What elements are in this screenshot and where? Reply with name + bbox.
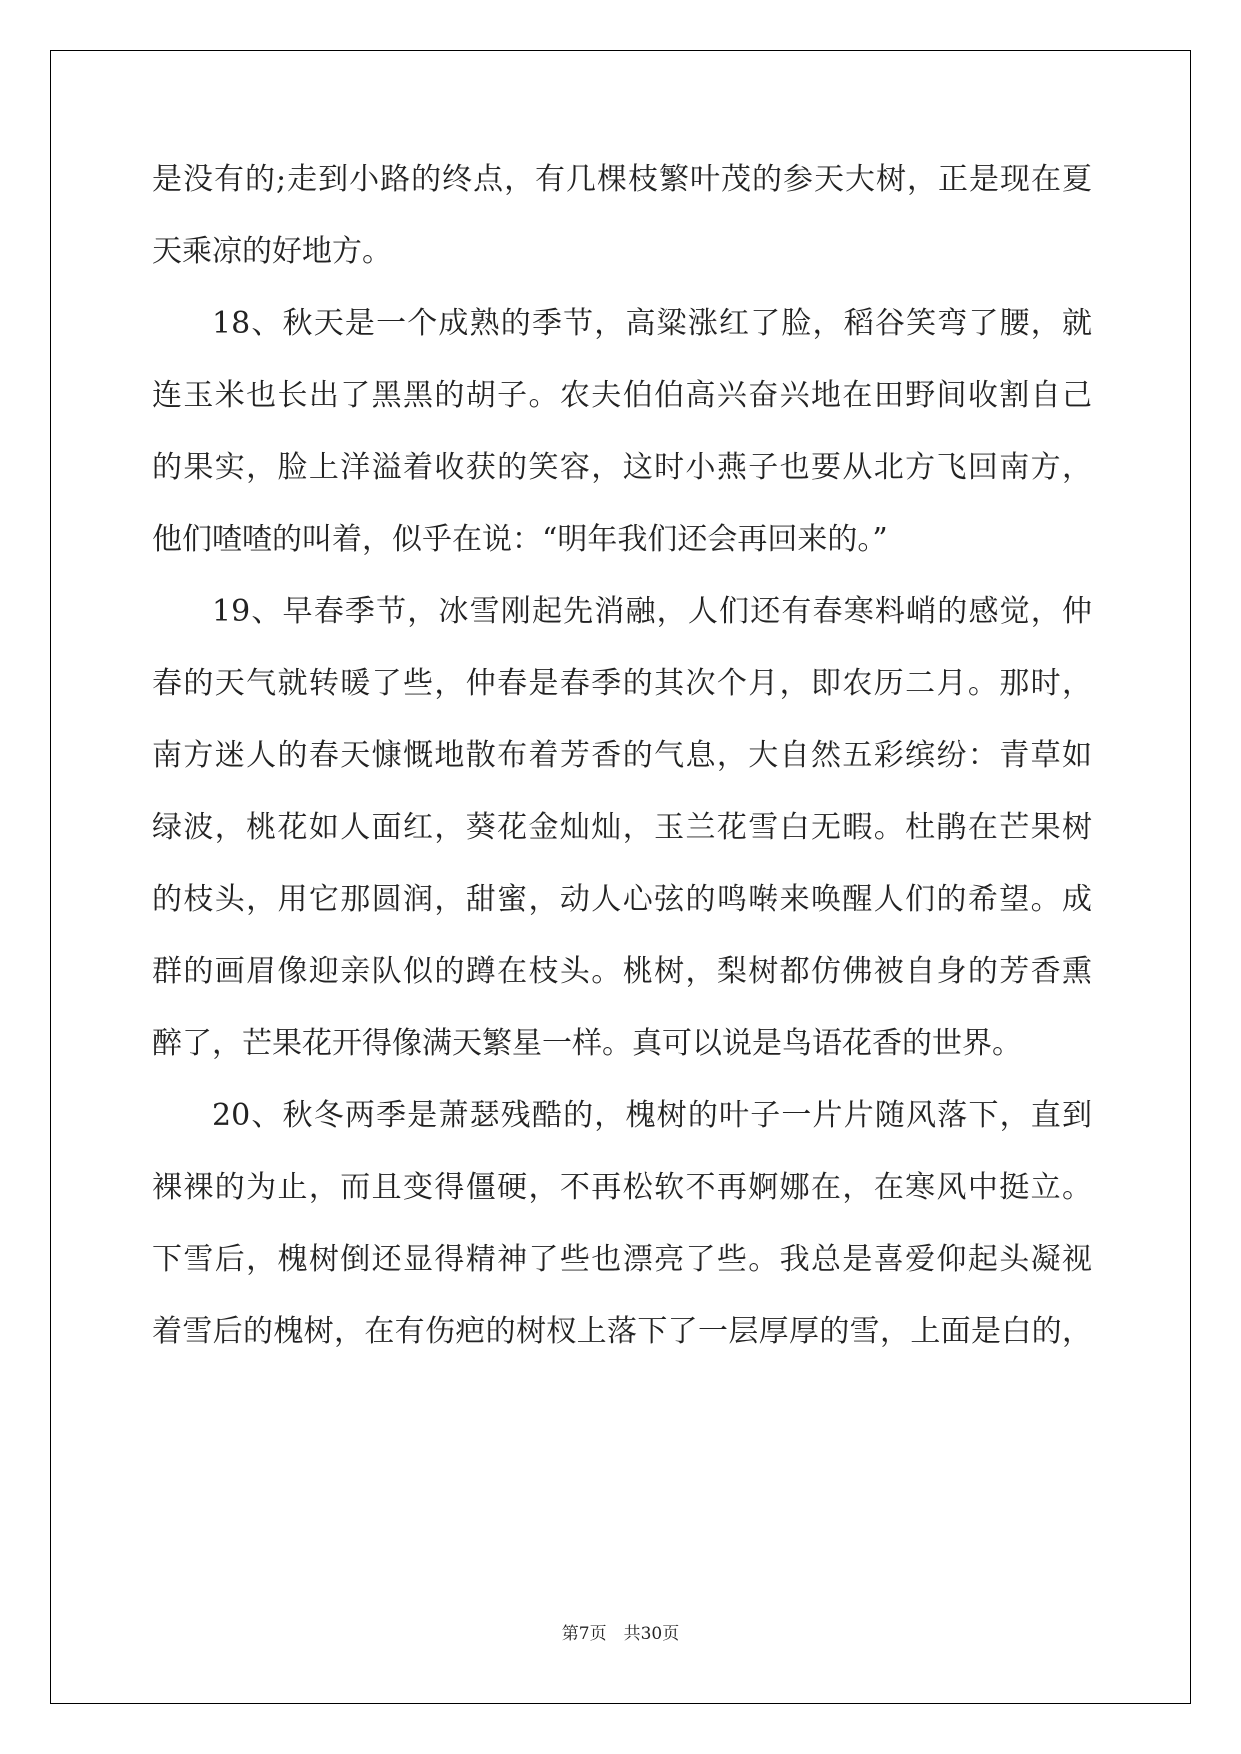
paragraph-19-first-line: 19、早春季节，冰雪刚起先消融，人们还有春寒料峭的感觉，仲: [212, 594, 1092, 629]
text-line: 的枝头，用它那圆润，甜蜜，动人心弦的鸣啭来唤醒人们的希望。成: [152, 882, 1092, 917]
text-line: 着雪后的槐树，在有伤疤的树杈上落下了一层厚厚的雪，上面是白的，: [152, 1314, 1092, 1349]
text-line: 是没有的;走到小路的终点，有几棵枝繁叶茂的参天大树，正是现在夏: [152, 162, 1092, 197]
text-line: 春的天气就转暖了些，仲春是春季的其次个月，即农历二月。那时，: [152, 666, 1092, 701]
text-line: 群的画眉像迎亲队似的蹲在枝头。桃树，梨树都仿佛被自身的芳香熏: [152, 954, 1092, 989]
text-line: 连玉米也长出了黑黑的胡子。农夫伯伯高兴奋兴地在田野间收割自己: [152, 378, 1092, 413]
paragraph-18-first-line: 18、秋天是一个成熟的季节，高粱涨红了脸，稻谷笑弯了腰，就: [212, 306, 1092, 341]
text-line: 下雪后，槐树倒还显得精神了些也漂亮了些。我总是喜爱仰起头凝视: [152, 1242, 1092, 1277]
text-line: 醉了，芒果花开得像满天繁星一样。真可以说是鸟语花香的世界。: [152, 1026, 1022, 1061]
page-number-footer: 第7页 共30页: [561, 1624, 680, 1644]
text-line: 的果实，脸上洋溢着收获的笑容，这时小燕子也要从北方飞回南方，: [152, 450, 1092, 485]
text-line: 南方迷人的春天慷慨地散布着芳香的气息，大自然五彩缤纷：青草如: [152, 738, 1092, 773]
text-line: 他们喳喳的叫着，似乎在说：“明年我们还会再回来的。”: [152, 522, 888, 557]
text-line: 绿波，桃花如人面红，葵花金灿灿，玉兰花雪白无暇。杜鹃在芒果树: [152, 810, 1092, 845]
paragraph-20-first-line: 20、秋冬两季是萧瑟残酷的，槐树的叶子一片片随风落下，直到: [212, 1098, 1092, 1133]
text-line: 裸裸的为止，而且变得僵硬，不再松软不再婀娜在，在寒风中挺立。: [152, 1170, 1092, 1205]
page-frame: [50, 50, 1191, 1704]
text-line: 天乘凉的好地方。: [152, 234, 392, 269]
